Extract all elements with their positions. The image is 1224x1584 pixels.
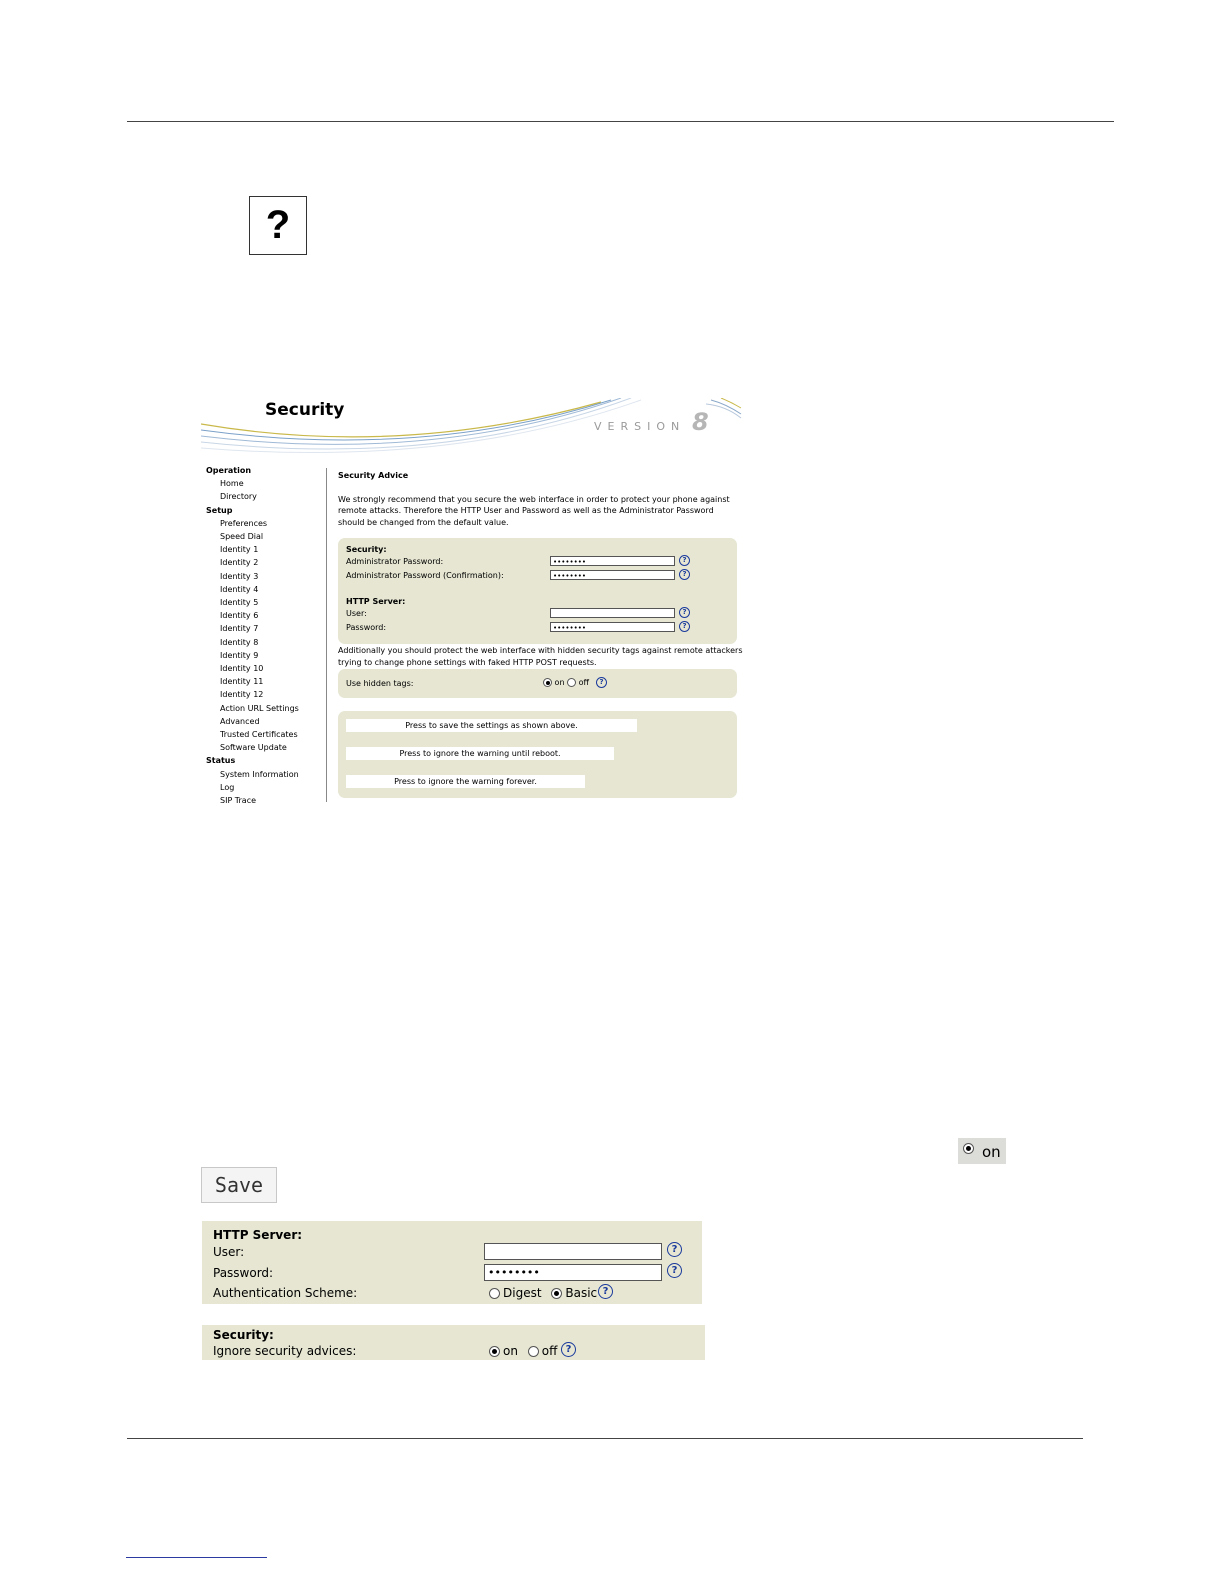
security-screenshot [201, 398, 742, 806]
help-icon[interactable]: ? [679, 607, 690, 618]
password-field[interactable]: •••••••• [550, 622, 675, 632]
help-icon[interactable]: ? [667, 1242, 682, 1257]
sidebar-item-log[interactable]: Log [220, 782, 235, 792]
additional-text-line-1: Additionally you should protect the web interface with hidden security tags against remote attackers [338, 646, 743, 655]
ignore-off-label: off [541, 1344, 558, 1358]
basic-radio[interactable] [551, 1288, 562, 1299]
version-label: VERSION [594, 420, 686, 433]
help-icon[interactable]: ? [679, 555, 690, 566]
help-icon[interactable]: ? [667, 1263, 682, 1278]
ignore-security-advices-label: Ignore security advices: [213, 1344, 357, 1358]
security-heading: Security: [213, 1328, 274, 1342]
ignore-advices-on-radio[interactable] [489, 1346, 500, 1357]
off-label: off [578, 678, 590, 687]
admin-password-label: Administrator Password: [346, 557, 444, 566]
basic-label: Basic [565, 1286, 598, 1300]
auth-scheme-label: Authentication Scheme: [213, 1286, 358, 1300]
nav-section-operation: Operation [206, 466, 252, 475]
hidden-tags-label: Use hidden tags: [346, 679, 414, 688]
sidebar-item-trusted-certificates[interactable]: Trusted Certificates [220, 730, 298, 740]
actions-panel [338, 711, 737, 798]
footer-rule [127, 1438, 1083, 1439]
advice-text-line-2: remote attacks. Therefore the HTTP User and Password as well as the Administrator Password [338, 506, 714, 515]
http-server-panel [202, 1221, 702, 1304]
help-icon[interactable]: ? [561, 1342, 576, 1357]
sidebar-item-identity-12[interactable]: Identity 12 [220, 690, 264, 700]
admin-password-confirm-field[interactable]: •••••••• [550, 570, 675, 580]
security-section-label: Security: [346, 545, 387, 554]
ignore-on-label: on [503, 1344, 518, 1358]
digest-radio[interactable] [489, 1288, 500, 1299]
ignore-advices-radio-group [489, 1344, 557, 1358]
sidebar-item-identity-10[interactable]: Identity 10 [220, 664, 264, 674]
sidebar-nav [206, 464, 324, 807]
ignore-forever-button[interactable]: Press to ignore the warning forever. [346, 775, 585, 788]
sidebar-item-identity-4[interactable]: Identity 4 [220, 584, 259, 594]
security-advice-heading: Security Advice [338, 471, 409, 480]
auth-scheme-radio-group [489, 1286, 597, 1300]
main-content [338, 470, 738, 528]
nav-divider [326, 468, 327, 802]
sidebar-item-software-update[interactable]: Software Update [220, 743, 287, 753]
sidebar-item-preferences[interactable]: Preferences [220, 518, 268, 528]
help-icon[interactable]: ? [679, 569, 690, 580]
nav-section-setup: Setup [206, 505, 233, 515]
help-icon[interactable]: ? [596, 677, 607, 688]
ignore-until-reboot-button[interactable]: Press to ignore the warning until reboot. [346, 747, 614, 760]
sidebar-item-identity-7[interactable]: Identity 7 [220, 624, 259, 634]
hidden-tags-radio-group [543, 678, 589, 687]
on-label: on [554, 678, 565, 687]
http-user-label: User: [213, 1245, 245, 1259]
sidebar-item-identity-3[interactable]: Identity 3 [220, 571, 259, 581]
sidebar-item-home[interactable]: Home [220, 479, 244, 489]
sidebar-item-sip-trace[interactable]: SIP Trace [220, 796, 257, 806]
sidebar-item-identity-6[interactable]: Identity 6 [220, 611, 259, 621]
sidebar-item-identity-1[interactable]: Identity 1 [220, 545, 259, 555]
http-server-heading: HTTP Server: [213, 1228, 303, 1242]
advice-text-line-1: We strongly recommend that you secure the web interface in order to protect your phone against [338, 494, 730, 504]
help-icon[interactable]: ? [679, 621, 690, 632]
http-password-label: Password: [213, 1266, 274, 1280]
digest-label: Digest [503, 1286, 542, 1300]
sidebar-item-identity-9[interactable]: Identity 9 [220, 650, 259, 660]
sidebar-item-identity-2[interactable]: Identity 2 [220, 558, 259, 568]
user-field[interactable] [550, 608, 675, 618]
nav-section-status: Status [206, 756, 236, 766]
http-password-field[interactable]: •••••••• [484, 1264, 662, 1281]
on-radio-snippet [958, 1138, 1006, 1164]
save-button[interactable]: Save [201, 1167, 277, 1203]
sidebar-item-speed-dial[interactable]: Speed Dial [220, 532, 264, 542]
save-settings-button[interactable]: Press to save the settings as shown above. [346, 719, 637, 732]
version-number: 8 [692, 408, 709, 436]
on-radio-label: on [982, 1143, 1001, 1161]
password-label: Password: [346, 623, 387, 632]
hidden-tags-panel [338, 669, 737, 698]
footer-link-underline[interactable] [126, 1557, 267, 1558]
additional-text-line-2: trying to change phone settings with faked HTTP POST requests. [338, 658, 597, 667]
sidebar-item-action-url-settings[interactable]: Action URL Settings [220, 703, 299, 713]
sidebar-item-advanced[interactable]: Advanced [220, 716, 260, 726]
sidebar-item-identity-5[interactable]: Identity 5 [220, 598, 259, 608]
user-label: User: [346, 609, 367, 618]
http-user-field[interactable] [484, 1243, 662, 1260]
sidebar-item-system-information[interactable]: System Information [220, 769, 299, 779]
sidebar-item-directory[interactable]: Directory [220, 492, 257, 502]
security-advices-panel [202, 1325, 705, 1360]
sidebar-item-identity-8[interactable]: Identity 8 [220, 637, 259, 647]
hidden-tags-on-radio[interactable] [543, 678, 552, 687]
sidebar-item-identity-11[interactable]: Identity 11 [220, 677, 264, 687]
ignore-advices-off-radio[interactable] [528, 1346, 539, 1357]
help-icon[interactable]: ? [598, 1284, 613, 1299]
on-radio[interactable] [963, 1143, 974, 1154]
hidden-tags-off-radio[interactable] [567, 678, 576, 687]
http-server-section-label: HTTP Server: [346, 597, 406, 606]
admin-password-field[interactable]: •••••••• [550, 556, 675, 566]
header-rule [127, 121, 1114, 122]
advice-text-line-3: should be changed from the default value. [338, 517, 509, 527]
admin-password-confirm-label: Administrator Password (Confirmation): [346, 571, 504, 580]
question-mark-icon: ? [249, 196, 307, 255]
screenshot-title: Security [265, 400, 345, 420]
security-settings-panel [338, 538, 737, 644]
